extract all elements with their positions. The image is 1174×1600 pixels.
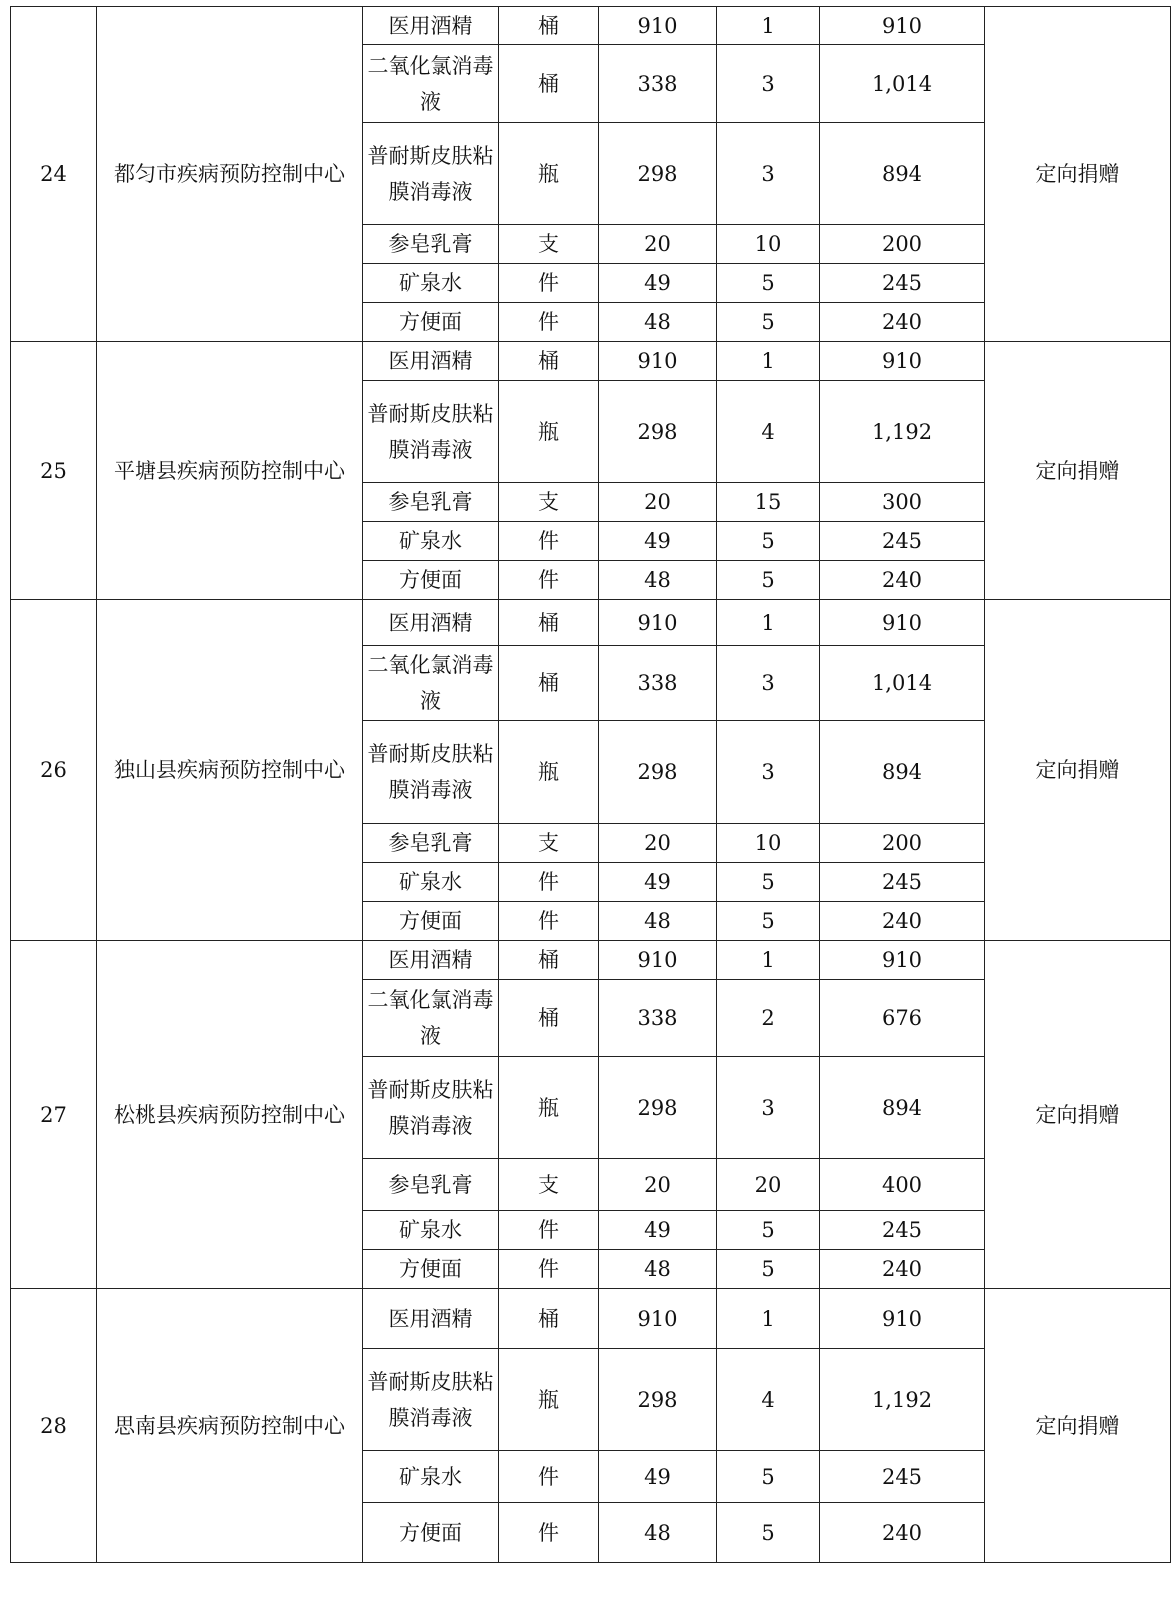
quantity-cell: 1 (717, 342, 820, 381)
unit-cell: 件 (499, 1503, 599, 1563)
note-cell: 定向捐赠 (985, 1289, 1171, 1563)
item-name-cell: 普耐斯皮肤粘膜消毒液 (363, 1057, 499, 1159)
amount-cell: 240 (820, 303, 985, 342)
unit-cell: 桶 (499, 342, 599, 381)
amount-cell: 245 (820, 863, 985, 902)
recipient-cell: 独山县疾病预防控制中心 (97, 600, 363, 941)
item-name-cell: 方便面 (363, 1503, 499, 1563)
amount-cell: 240 (820, 902, 985, 941)
quantity-cell: 5 (717, 1250, 820, 1289)
quantity-cell: 5 (717, 1211, 820, 1250)
quantity-cell: 5 (717, 1451, 820, 1503)
note-cell: 定向捐赠 (985, 600, 1171, 941)
quantity-cell: 5 (717, 863, 820, 902)
quantity-cell: 5 (717, 303, 820, 342)
quantity-cell: 5 (717, 264, 820, 303)
quantity-cell: 5 (717, 1503, 820, 1563)
unit-cell: 桶 (499, 7, 599, 45)
amount-cell: 300 (820, 483, 985, 522)
unit-cell: 瓶 (499, 1057, 599, 1159)
unit-cell: 桶 (499, 646, 599, 721)
table-row (11, 1289, 1171, 1349)
amount-cell: 245 (820, 1211, 985, 1250)
unit-price-cell: 910 (599, 7, 717, 45)
unit-cell: 桶 (499, 600, 599, 646)
quantity-cell: 5 (717, 902, 820, 941)
item-name-cell: 二氧化氯消毒液 (363, 980, 499, 1057)
unit-price-cell: 48 (599, 561, 717, 600)
unit-price-cell: 49 (599, 1211, 717, 1250)
unit-cell: 桶 (499, 941, 599, 980)
unit-cell: 支 (499, 824, 599, 863)
amount-cell: 240 (820, 1503, 985, 1563)
amount-cell: 245 (820, 1451, 985, 1503)
quantity-cell: 20 (717, 1159, 820, 1211)
item-name-cell: 医用酒精 (363, 600, 499, 646)
unit-cell: 桶 (499, 1289, 599, 1349)
item-name-cell: 参皂乳膏 (363, 225, 499, 264)
unit-price-cell: 338 (599, 646, 717, 721)
recipient-cell: 都匀市疾病预防控制中心 (97, 7, 363, 342)
note-cell: 定向捐赠 (985, 941, 1171, 1289)
unit-cell: 件 (499, 264, 599, 303)
unit-price-cell: 48 (599, 1250, 717, 1289)
unit-price-cell: 910 (599, 1289, 717, 1349)
item-name-cell: 医用酒精 (363, 1289, 499, 1349)
quantity-cell: 1 (717, 941, 820, 980)
quantity-cell: 1 (717, 1289, 820, 1349)
unit-price-cell: 338 (599, 45, 717, 123)
unit-price-cell: 298 (599, 721, 717, 824)
quantity-cell: 3 (717, 646, 820, 721)
quantity-cell: 5 (717, 561, 820, 600)
unit-cell: 支 (499, 225, 599, 264)
row-number-cell: 24 (11, 7, 97, 342)
amount-cell: 676 (820, 980, 985, 1057)
unit-cell: 桶 (499, 980, 599, 1057)
unit-cell: 支 (499, 483, 599, 522)
item-name-cell: 参皂乳膏 (363, 1159, 499, 1211)
table-row (11, 342, 1171, 381)
item-name-cell: 矿泉水 (363, 1211, 499, 1250)
amount-cell: 1,014 (820, 646, 985, 721)
quantity-cell: 3 (717, 1057, 820, 1159)
unit-cell: 件 (499, 522, 599, 561)
unit-cell: 件 (499, 1211, 599, 1250)
quantity-cell: 1 (717, 600, 820, 646)
item-name-cell: 矿泉水 (363, 863, 499, 902)
item-name-cell: 矿泉水 (363, 522, 499, 561)
unit-price-cell: 20 (599, 483, 717, 522)
item-name-cell: 医用酒精 (363, 7, 499, 45)
quantity-cell: 5 (717, 522, 820, 561)
recipient-cell: 松桃县疾病预防控制中心 (97, 941, 363, 1289)
unit-cell: 件 (499, 902, 599, 941)
item-name-cell: 普耐斯皮肤粘膜消毒液 (363, 381, 499, 483)
unit-cell: 支 (499, 1159, 599, 1211)
item-name-cell: 医用酒精 (363, 941, 499, 980)
quantity-cell: 4 (717, 381, 820, 483)
unit-price-cell: 48 (599, 902, 717, 941)
amount-cell: 240 (820, 1250, 985, 1289)
recipient-cell: 思南县疾病预防控制中心 (97, 1289, 363, 1563)
donation-table-body (11, 7, 1171, 1563)
row-number-cell: 27 (11, 941, 97, 1289)
item-name-cell: 方便面 (363, 303, 499, 342)
item-name-cell: 参皂乳膏 (363, 824, 499, 863)
unit-price-cell: 298 (599, 1057, 717, 1159)
amount-cell: 894 (820, 123, 985, 225)
unit-cell: 瓶 (499, 721, 599, 824)
table-row (11, 600, 1171, 646)
quantity-cell: 4 (717, 1349, 820, 1451)
row-number-cell: 25 (11, 342, 97, 600)
unit-cell: 件 (499, 561, 599, 600)
unit-price-cell: 48 (599, 303, 717, 342)
amount-cell: 910 (820, 342, 985, 381)
amount-cell: 400 (820, 1159, 985, 1211)
row-number-cell: 26 (11, 600, 97, 941)
quantity-cell: 15 (717, 483, 820, 522)
quantity-cell: 3 (717, 721, 820, 824)
unit-price-cell: 20 (599, 824, 717, 863)
unit-price-cell: 49 (599, 264, 717, 303)
amount-cell: 910 (820, 600, 985, 646)
amount-cell: 1,192 (820, 381, 985, 483)
note-cell: 定向捐赠 (985, 342, 1171, 600)
quantity-cell: 3 (717, 123, 820, 225)
unit-price-cell: 910 (599, 342, 717, 381)
unit-cell: 桶 (499, 45, 599, 123)
item-name-cell: 方便面 (363, 561, 499, 600)
item-name-cell: 医用酒精 (363, 342, 499, 381)
unit-cell: 件 (499, 863, 599, 902)
quantity-cell: 2 (717, 980, 820, 1057)
unit-cell: 件 (499, 1451, 599, 1503)
item-name-cell: 二氧化氯消毒液 (363, 646, 499, 721)
amount-cell: 245 (820, 522, 985, 561)
unit-price-cell: 298 (599, 381, 717, 483)
amount-cell: 1,192 (820, 1349, 985, 1451)
amount-cell: 910 (820, 1289, 985, 1349)
quantity-cell: 10 (717, 225, 820, 264)
amount-cell: 200 (820, 824, 985, 863)
note-cell: 定向捐赠 (985, 7, 1171, 342)
amount-cell: 894 (820, 721, 985, 824)
unit-price-cell: 910 (599, 941, 717, 980)
row-number-cell: 28 (11, 1289, 97, 1563)
recipient-cell: 平塘县疾病预防控制中心 (97, 342, 363, 600)
item-name-cell: 矿泉水 (363, 264, 499, 303)
table-row (11, 941, 1171, 980)
unit-price-cell: 48 (599, 1503, 717, 1563)
amount-cell: 1,014 (820, 45, 985, 123)
unit-cell: 瓶 (499, 381, 599, 483)
unit-price-cell: 49 (599, 1451, 717, 1503)
item-name-cell: 普耐斯皮肤粘膜消毒液 (363, 1349, 499, 1451)
unit-price-cell: 49 (599, 522, 717, 561)
table-row (11, 7, 1171, 45)
quantity-cell: 10 (717, 824, 820, 863)
unit-cell: 件 (499, 303, 599, 342)
item-name-cell: 方便面 (363, 902, 499, 941)
unit-price-cell: 910 (599, 600, 717, 646)
item-name-cell: 普耐斯皮肤粘膜消毒液 (363, 721, 499, 824)
unit-price-cell: 49 (599, 863, 717, 902)
amount-cell: 910 (820, 941, 985, 980)
item-name-cell: 二氧化氯消毒液 (363, 45, 499, 123)
amount-cell: 200 (820, 225, 985, 264)
quantity-cell: 3 (717, 45, 820, 123)
quantity-cell: 1 (717, 7, 820, 45)
unit-cell: 件 (499, 1250, 599, 1289)
unit-price-cell: 298 (599, 1349, 717, 1451)
item-name-cell: 矿泉水 (363, 1451, 499, 1503)
amount-cell: 910 (820, 7, 985, 45)
amount-cell: 240 (820, 561, 985, 600)
item-name-cell: 普耐斯皮肤粘膜消毒液 (363, 123, 499, 225)
unit-cell: 瓶 (499, 1349, 599, 1451)
unit-price-cell: 298 (599, 123, 717, 225)
item-name-cell: 方便面 (363, 1250, 499, 1289)
unit-price-cell: 338 (599, 980, 717, 1057)
donation-table (10, 6, 1171, 1563)
item-name-cell: 参皂乳膏 (363, 483, 499, 522)
unit-cell: 瓶 (499, 123, 599, 225)
unit-price-cell: 20 (599, 225, 717, 264)
amount-cell: 245 (820, 264, 985, 303)
unit-price-cell: 20 (599, 1159, 717, 1211)
amount-cell: 894 (820, 1057, 985, 1159)
